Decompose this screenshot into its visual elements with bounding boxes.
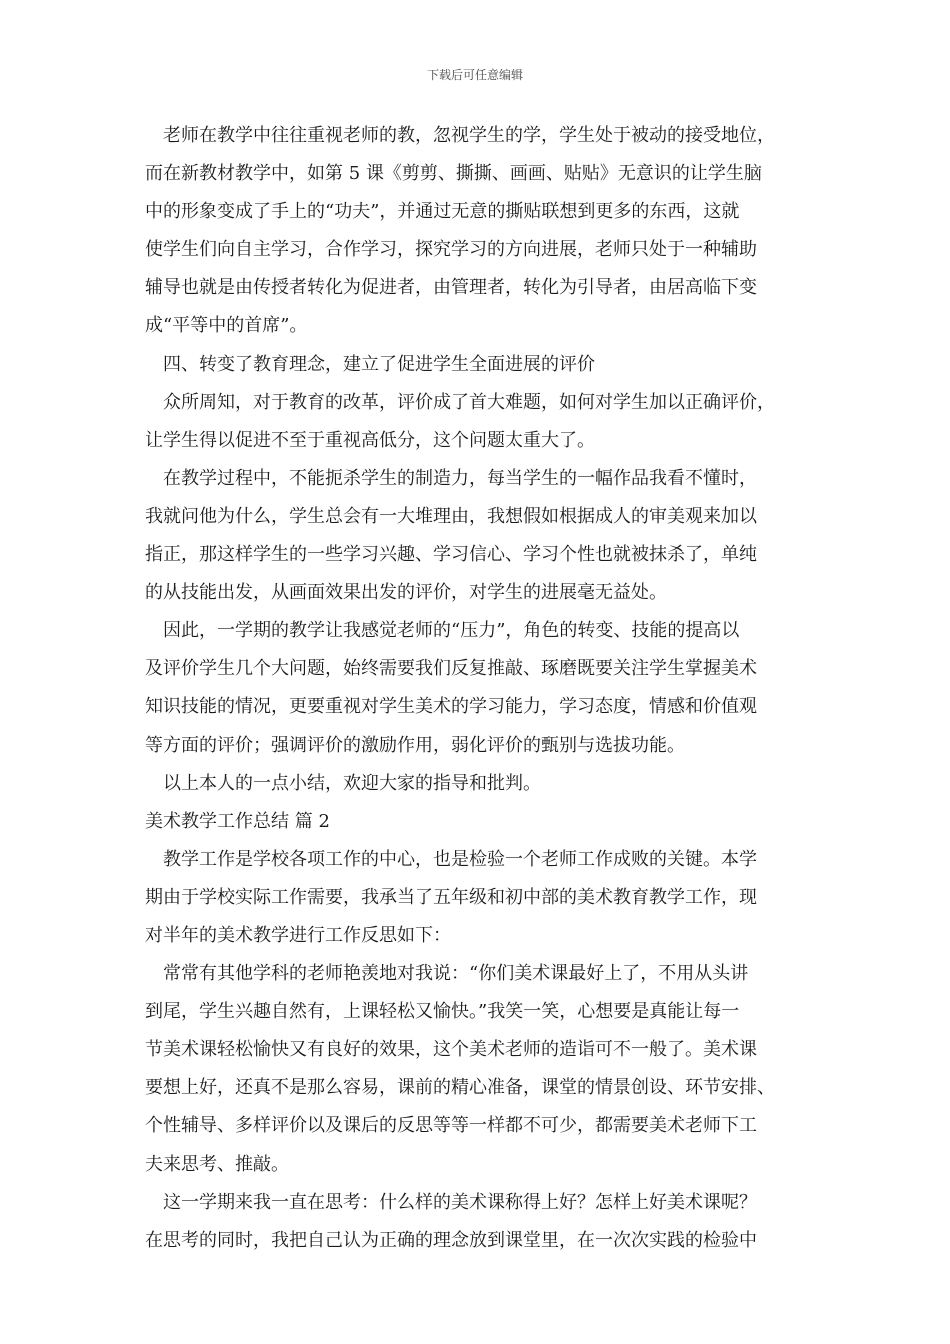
text-line: 及评价学生几个大问题，始终需要我们反复推敲、琢磨既要关注学生掌握美术 <box>145 658 757 680</box>
text-line: 常常有其他学科的老师艳羡地对我说：“你们美术课最好上了，不用从头讲 <box>163 963 749 985</box>
text-line: 让学生得以促进不至于重视高低分，这个问题太重大了。 <box>145 429 595 451</box>
text-line: 指正，那这样学生的一些学习兴趣、学习信心、学习个性也就被抹杀了，单纯 <box>145 544 757 566</box>
text-line: 因此，一学期的教学让我感觉老师的“压力”，角色的转变、技能的提高以 <box>163 620 740 642</box>
text-line: 成“平等中的首席”。 <box>145 315 308 337</box>
text-line: 的从技能出发，从画面效果出发的评价，对学生的进展毫无益处。 <box>145 582 667 604</box>
text-line: 教学工作是学校各项工作的中心，也是检验一个老师工作成败的关键。本学 <box>163 848 757 870</box>
text-line: 在思考的同时，我把自己认为正确的理念放到课堂里，在一次次实践的检验中 <box>145 1229 757 1251</box>
text-line: 等方面的评价；强调评价的激励作用，弱化评价的甄别与选拔功能。 <box>145 734 685 756</box>
text-line: 众所周知，对于教育的改革，评价成了首大难题，如何对学生加以正确评价， <box>163 391 775 413</box>
text-line: 四、转变了教育理念，建立了促进学生全面进展的评价 <box>163 353 595 375</box>
text-line: 要想上好，还真不是那么容易，课前的精心准备，课堂的情景创设、环节安排、 <box>145 1077 775 1099</box>
text-line: 我就问他为什么，学生总会有一大堆理由，我想假如根据成人的审美观来加以 <box>145 505 757 527</box>
text-line: 这一学期来我一直在思考：什么样的美术课称得上好？怎样上好美术课呢？ <box>163 1191 757 1213</box>
text-line: 知识技能的情况，更要重视对学生美术的学习能力，学习态度，情感和价值观 <box>145 696 757 718</box>
text-line: 以上本人的一点小结，欢迎大家的指导和批判。 <box>163 772 541 794</box>
page-header-note: 下载后可任意编辑 <box>426 68 523 82</box>
text-line: 中的形象变成了手上的“功夫”，并通过无意的撕贴联想到更多的东西，这就 <box>145 201 740 223</box>
text-line: 节美术课轻松愉快又有良好的效果，这个美术老师的造诣可不一般了。美术课 <box>145 1039 757 1061</box>
document-body <box>145 117 813 1260</box>
text-line: 使学生们向自主学习，合作学习，探究学习的方向进展，老师只处于一种辅助 <box>145 239 757 261</box>
text-line: 美术教学工作总结 篇 2 <box>145 810 330 832</box>
text-line: 辅导也就是由传授者转化为促进者，由管理者，转化为引导者，由居高临下变 <box>145 277 757 299</box>
text-line: 在教学过程中，不能扼杀学生的制造力，每当学生的一幅作品我看不懂时， <box>163 467 757 489</box>
text-line: 对半年的美术教学进行工作反思如下： <box>145 924 451 946</box>
text-line: 期由于学校实际工作需要，我承当了五年级和初中部的美术教育教学工作，现 <box>145 886 757 908</box>
text-line: 个性辅导、多样评价以及课后的反思等等一样都不可少，都需要美术老师下工 <box>145 1115 757 1137</box>
text-line: 老师在教学中往往重视老师的教，忽视学生的学，学生处于被动的接受地位， <box>163 125 775 146</box>
text-line: 夫来思考、推敲。 <box>145 1153 289 1175</box>
text-line: 到尾，学生兴趣自然有，上课轻松又愉快。”我笑一笑，心想要是真能让每一 <box>145 1001 740 1023</box>
text-line: 而在新教材教学中，如第 5 课《剪剪、撕撕、画画、贴贴》无意识的让学生脑 <box>145 163 762 185</box>
